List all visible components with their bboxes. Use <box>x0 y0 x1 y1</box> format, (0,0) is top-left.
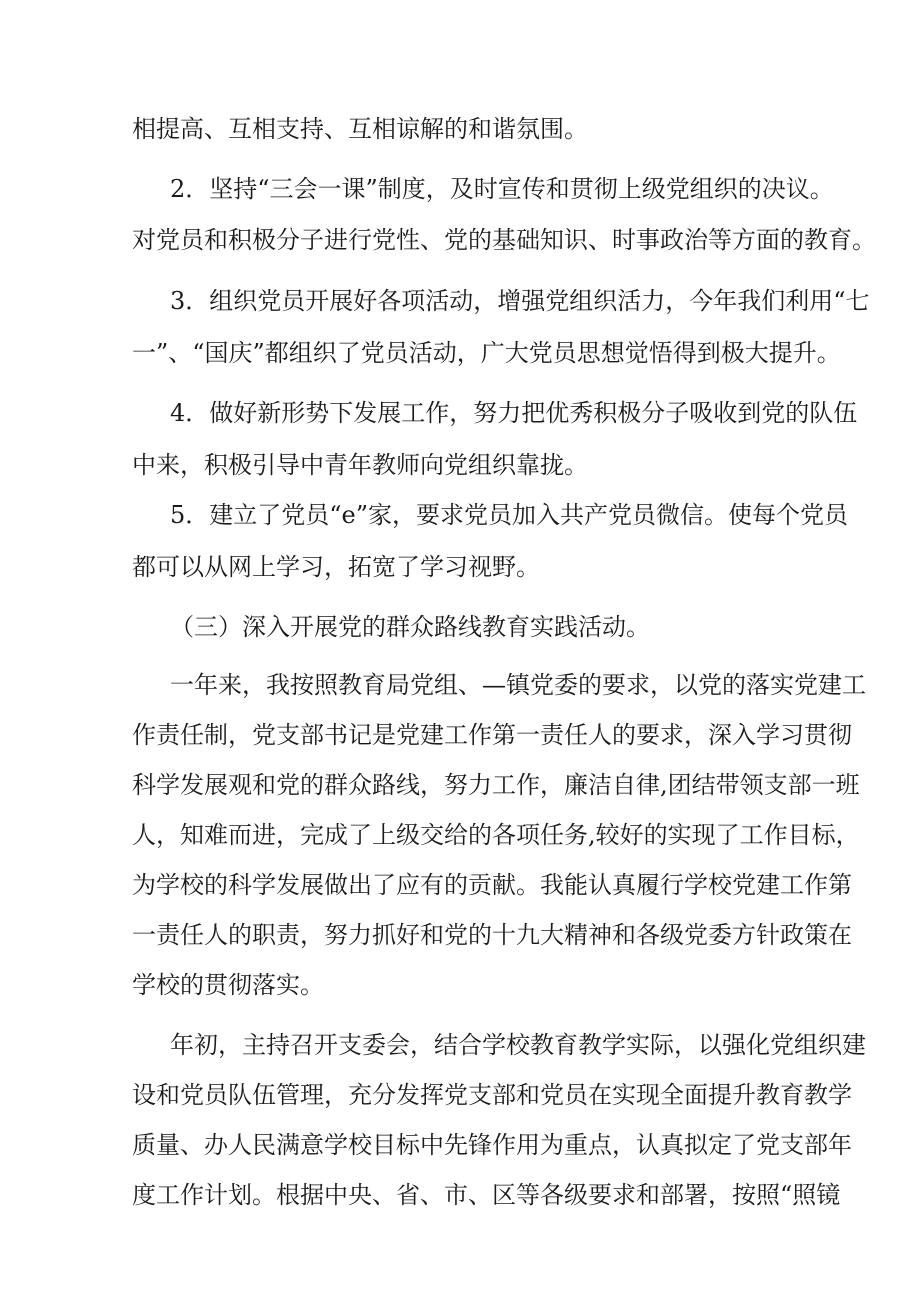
paragraph-3-line-0: 4．做好新形势下发展工作，努力把优秀积极分子吸收到党的队伍 <box>170 399 858 427</box>
paragraph-6-line-1: 作责任制，党支部书记是党建工作第一责任人的要求，深入学习贯彻 <box>132 721 852 749</box>
paragraph-1-line-1: 对党员和积极分子进行党性、党的基础知识、时事政治等方面的教育。 <box>132 226 876 254</box>
paragraph-6-line-5: 一责任人的职责，努力抓好和党的十九大精神和各级党委方针政策在 <box>132 921 852 949</box>
paragraph-3-line-1: 中来，积极引导中青年教师向党组织靠拢。 <box>132 451 588 479</box>
paragraph-7-line-0: 年初，主持召开支委会，结合学校教育教学实际，以强化党组织建 <box>170 1031 866 1059</box>
paragraph-2-line-0: 3．组织党员开展好各项活动，增强党组织活力，今年我们利用“七 <box>170 287 870 315</box>
paragraph-6-line-0: 一年来，我按照教育局党组、—镇党委的要求，以党的落实党建工 <box>170 671 866 699</box>
paragraph-4-line-1: 都可以从网上学习，拓宽了学习视野。 <box>132 553 540 581</box>
paragraph-6-line-6: 学校的贯彻落实。 <box>132 971 324 999</box>
paragraph-6-line-3: 人，知难而进，完成了上级交给的各项任务,较好的实现了工作目标， <box>132 821 860 849</box>
paragraph-1-line-0: 2．坚持“三会一课”制度，及时宣传和贯彻上级党组织的决议。 <box>170 175 834 203</box>
paragraph-2-line-1: 一”、“国庆”都组织了党员活动，广大党员思想觉悟得到极大提升。 <box>132 339 841 367</box>
paragraph-6-line-2: 科学发展观和党的群众路线，努力工作，廉洁自律,团结带领支部一班 <box>132 771 860 799</box>
section-subheading: （三）深入开展党的群众路线教育实践活动。 <box>170 613 650 641</box>
paragraph-6-line-4: 为学校的科学发展做出了应有的贡献。我能认真履行学校党建工作第 <box>132 871 852 899</box>
paragraph-7-line-2: 质量、办人民满意学校目标中先锋作用为重点，认真拟定了党支部年 <box>132 1131 852 1159</box>
paragraph-7-line-3: 度工作计划。根据中央、省、市、区等各级要求和部署，按照“照镜 <box>132 1181 841 1209</box>
paragraph-4-line-0: 5．建立了党员“e”家，要求党员加入共产党员微信。使每个党员 <box>170 501 849 529</box>
paragraph-7-line-1: 设和党员队伍管理，充分发挥党支部和党员在实现全面提升教育教学 <box>132 1081 852 1109</box>
paragraph-0-line-0: 相提高、互相支持、互相谅解的和谐氛围。 <box>132 115 588 143</box>
